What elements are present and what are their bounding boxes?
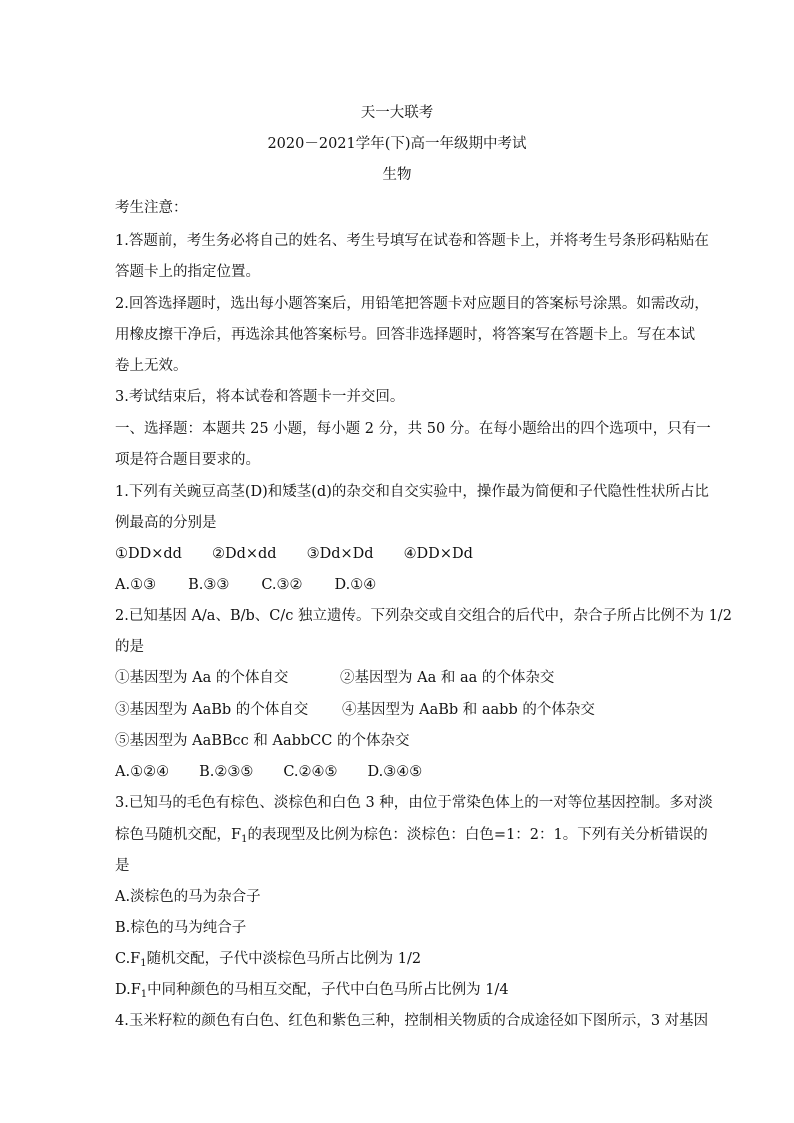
q2-options xyxy=(115,762,685,782)
q2-option-c: C.②④⑤ xyxy=(283,764,338,780)
q2-item-5: ⑤基因型为 AaBBcc 和 AabbCC 的个体杂交 xyxy=(115,733,410,749)
q1-options xyxy=(115,575,685,595)
q1-item-4: ④DD×Dd xyxy=(403,546,473,562)
section-1-heading-line-2: 项是符合题目要求的。 xyxy=(115,452,260,468)
q4-stem-line-1: 4.玉米籽粒的颜色有白色、红色和紫色三种，控制相关物质的合成途径如下图所示，3 对基因 xyxy=(115,1013,709,1029)
q2-items-row-2 xyxy=(115,700,685,720)
q1-option-a: A.①③ xyxy=(115,577,157,593)
q3-option-a: A.淡棕色的马为杂合子 xyxy=(115,889,261,905)
q2-stem-line-2: 的是 xyxy=(115,639,144,655)
notice-item-1-line-1: 1.答题前，考生务必将自己的姓名、考生号填写在试卷和答题卡上，并将考生号条形码粘贴在 xyxy=(115,233,709,249)
q2-item-1: ①基因型为 Aa 的个体自交 xyxy=(115,670,289,686)
q3-stem-line-1: 3.已知马的毛色有棕色、淡棕色和白色 3 种，由位于常染色体上的一对等位基因控制。多对淡 xyxy=(115,795,713,811)
notice-item-2-line-1: 2.回答选择题时，选出每小题答案后，用铅笔把答题卡对应题目的答案标号涂黑。如需改动， xyxy=(115,296,709,312)
exam-title: 2020－2021学年(下)高一年级期中考试 xyxy=(267,136,527,152)
q2-option-b: B.②③⑤ xyxy=(199,764,254,780)
q1-items xyxy=(115,544,685,564)
q1-stem-line-1: 1.下列有关豌豆高茎(D)和矮茎(d)的杂交和自交实验中，操作最为简便和子代隐性性状所占比 xyxy=(115,484,709,500)
exam-subject: 生物 xyxy=(382,167,412,183)
q1-item-2: ②Dd×dd xyxy=(211,546,277,562)
q1-option-d: D.①④ xyxy=(334,577,377,593)
notice-heading: 考生注意： xyxy=(115,200,188,216)
notice-item-2-line-3: 卷上无效。 xyxy=(115,358,188,374)
q2-item-2: ②基因型为 Aa 和 aa 的个体杂交 xyxy=(340,670,555,686)
q2-item-3: ③基因型为 AaBb 的个体自交 xyxy=(115,702,309,718)
q3-option-d: $D.F_1$中同种颜色的马相互交配，子代中白色马所占比例为 1/4 xyxy=(115,982,509,1000)
q3-option-c: $C.F_1$随机交配，子代中淡棕色马所占比例为 1/2 xyxy=(115,951,422,969)
q2-stem-line-1: 2.已知基因 A/a、B/b、C/c 独立遗传。下列杂交或自交组合的后代中，杂合子所占比例不为 1/2 xyxy=(115,608,732,624)
notice-item-3: 3.考试结束后，将本试卷和答题卡一并交回。 xyxy=(115,389,405,405)
notice-item-1-line-2: 答题卡上的指定位置。 xyxy=(115,264,260,280)
q1-stem-line-2: 例最高的分别是 xyxy=(115,515,217,531)
q1-item-1: ①DD×dd xyxy=(115,546,182,562)
q2-option-d: D.③④⑤ xyxy=(367,764,423,780)
q3-stem-line-3: 是 xyxy=(115,858,130,874)
q3-option-b: B.棕色的马为纯合子 xyxy=(115,920,247,936)
q1-option-c: C.③② xyxy=(261,577,303,593)
exam-org: 天一大联考 xyxy=(360,105,434,121)
q2-items-row-1 xyxy=(115,668,685,688)
notice-item-2-line-2: 用橡皮擦干净后，再选涂其他答案标号。回答非选择题时，将答案写在答题卡上。写在本试 xyxy=(115,327,695,343)
q1-option-b: B.③③ xyxy=(188,577,230,593)
q3-stem-line-2: 棕色马随机交配，$F_1$的表现型及比例为棕色：淡棕色：白色=1：2：1。下列有关分析错误的 xyxy=(115,827,708,845)
section-1-heading-line-1: 一、选择题：本题共 25 小题，每小题 2 分，共 50 分。在每小题给出的四个选项中，只有一 xyxy=(115,421,711,437)
q2-item-4: ④基因型为 AaBb 和 aabb 的个体杂交 xyxy=(342,702,595,718)
q2-option-a: A.①②④ xyxy=(115,764,170,780)
q1-item-3: ③Dd×Dd xyxy=(306,546,374,562)
